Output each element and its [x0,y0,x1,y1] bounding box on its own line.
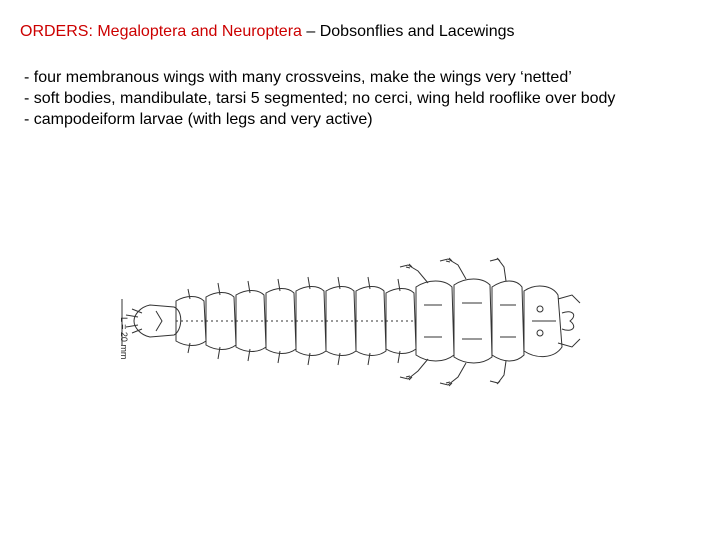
slide-title [20,22,515,42]
bullet-item-body: - soft bodies, mandibulate, tarsi 5 segmented; no cerci, wing held rooflike over body [24,90,616,107]
larva-tail [126,305,181,337]
larva-head [524,286,580,357]
bullet-item-wings: - four membranous wings with many crossveins, make the wings very ‘netted’ [24,69,572,86]
bullet-item-larvae: - campodeiform larvae (with legs and very active) [24,111,373,128]
bullet-list [24,67,615,130]
scale-text: L = 20 mm [119,317,129,360]
larva-thorax [416,279,524,363]
larva-abdomen [176,277,416,365]
title-common-names: – Dobsonflies and Lacewings [301,23,515,40]
title-orders: ORDERS: Megaloptera and Neuroptera [20,23,302,40]
larva-illustration [112,255,582,390]
